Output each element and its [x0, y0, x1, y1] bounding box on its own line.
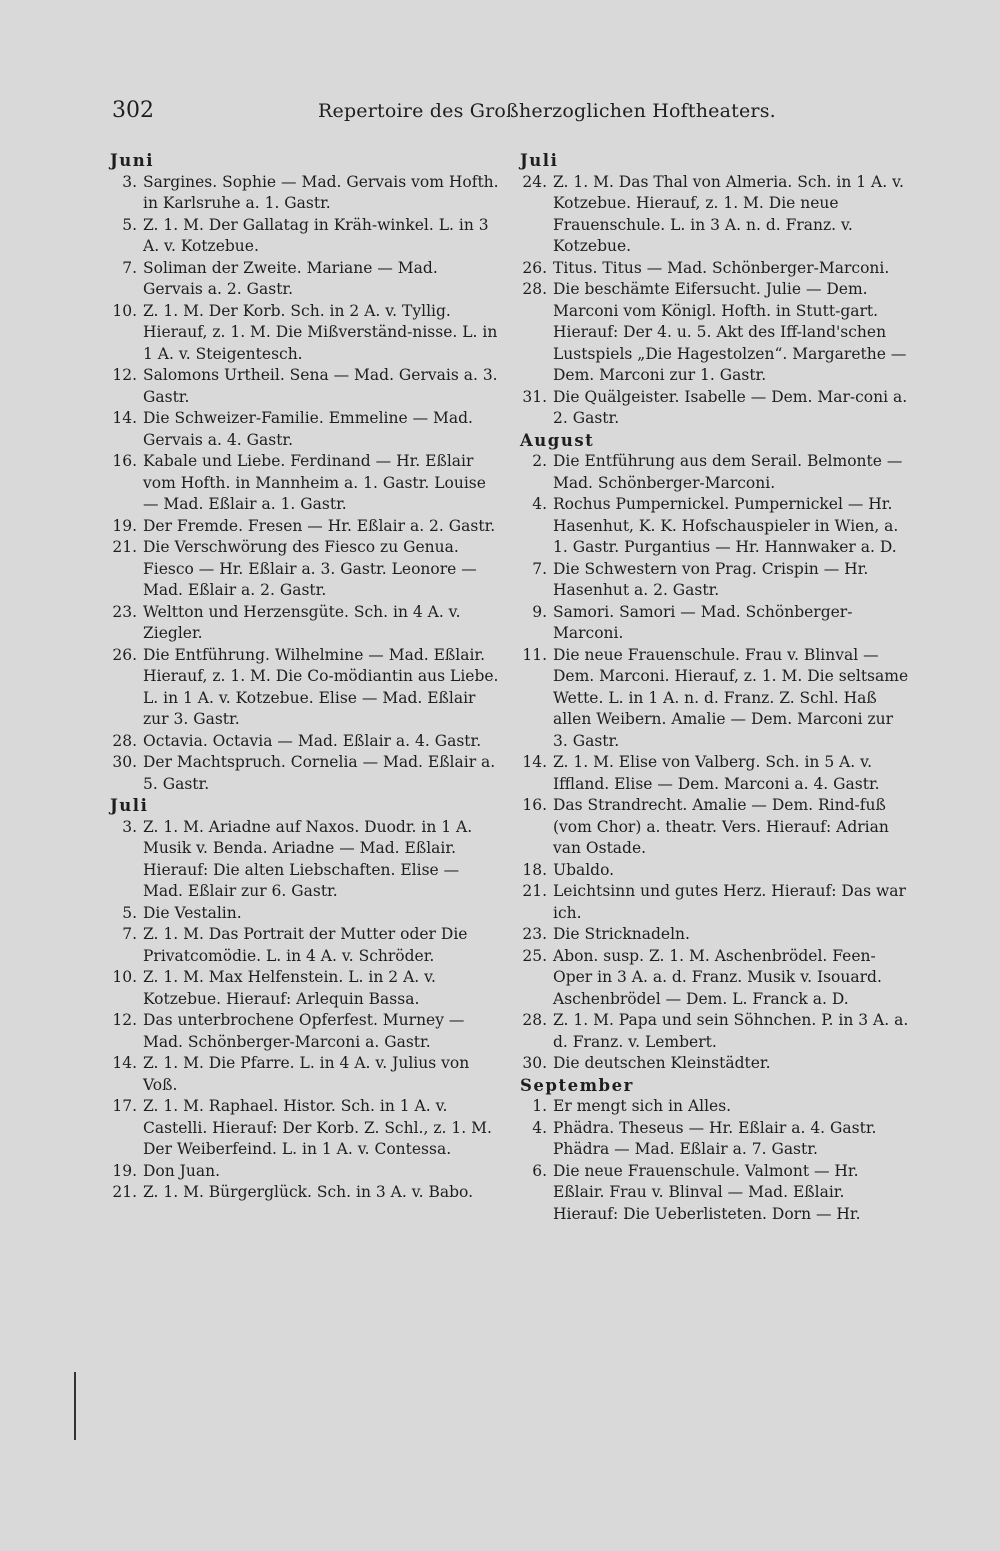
month-heading: Juli — [520, 151, 559, 170]
entry-day: 17. — [112, 1097, 137, 1115]
performance-entry — [520, 924, 910, 946]
entry-day: 3. — [122, 172, 137, 191]
performance-entry — [110, 967, 502, 1010]
entry-text: Das Strandrecht. Amalie — Dem. Rind-fuß (vom Chor) a. theatr. Vers. Hierauf: Adrian van Ostade. — [553, 796, 889, 857]
entry-text: Er mengt sich in Alles. — [553, 1097, 732, 1115]
entry-text: Z. 1. M. Das Portrait der Mutter oder Die Privatcomödie. L. in 4 A. v. Schröder. — [143, 925, 468, 965]
entry-day: 12. — [112, 1011, 137, 1029]
entry-day: 30. — [112, 753, 137, 771]
entry-text: Salomons Urtheil. Sena — Mad. Gervais a. 3. Gastr. — [143, 366, 498, 406]
entry-text: Der Machtspruch. Cornelia — Mad. Eßlair a. 5. Gastr. — [143, 753, 496, 793]
entry-text: Die deutschen Kleinstädter. — [553, 1054, 771, 1072]
entry-day: 14. — [112, 1054, 137, 1072]
performance-entry — [110, 731, 502, 753]
entry-day: 4. — [532, 1118, 547, 1137]
performance-entry — [520, 752, 910, 795]
running-title: Repertoire des Großherzoglichen Hoftheaters. — [318, 100, 776, 122]
month-heading: Juli — [110, 796, 149, 815]
performance-entry — [110, 451, 502, 516]
entry-day: 19. — [112, 516, 137, 535]
performance-entry — [520, 602, 910, 645]
entry-day: 21. — [112, 538, 137, 556]
entry-day: 24. — [522, 172, 547, 191]
entry-text: Die neue Frauenschule. Frau v. Blinval — Dem. Marconi. Hierauf, z. 1. M. Die seltsame Wette. L. in 1 A. n. d. Franz. Z. Schl. Haß allen Weibern. Amalie — Dem. Marconi zur 3. Gastr. — [553, 645, 909, 750]
entry-day: 6. — [532, 1161, 547, 1180]
entry-day: 9. — [532, 602, 547, 621]
entry-text: Ubaldo. — [553, 860, 615, 879]
performance-entry — [520, 1161, 910, 1226]
entry-day: 21. — [522, 882, 547, 900]
performance-entry — [520, 860, 910, 882]
entry-day: 3. — [122, 817, 137, 836]
entry-day: 25. — [522, 946, 547, 965]
right-column — [520, 150, 910, 1225]
entry-text: Z. 1. M. Max Helfenstein. L. in 2 A. v. Kotzebue. Hierauf: Arlequin Bassa. — [143, 968, 436, 1008]
entry-day: 7. — [532, 559, 547, 578]
entry-day: 28. — [112, 731, 137, 750]
entry-day: 23. — [112, 602, 137, 621]
entry-text: Die neue Frauenschule. Valmont — Hr. Eßlair. Frau v. Blinval — Mad. Eßlair. Hierauf: Die Ueberlisteten. Dorn — Hr. — [553, 1161, 861, 1223]
entry-day: 7. — [122, 925, 137, 943]
performance-entry — [110, 1096, 502, 1161]
entry-text: Z. 1. M. Elise von Valberg. Sch. in 5 A. v. Iffland. Elise — Dem. Marconi a. 4. Gastr. — [553, 753, 880, 793]
performance-entry — [110, 645, 502, 731]
performance-entry — [110, 1161, 502, 1183]
entry-text: Die Entführung aus dem Serail. Belmonte — Mad. Schönberger-Marconi. — [553, 452, 903, 492]
margin-mark — [74, 1372, 76, 1440]
page-number: 302 — [112, 98, 154, 123]
entry-day: 5. — [122, 215, 137, 234]
entry-text: Z. 1. M. Bürgerglück. Sch. in 3 A. v. Babo. — [143, 1183, 474, 1201]
performance-entry — [520, 1010, 910, 1053]
entry-day: 16. — [112, 452, 137, 470]
performance-entry — [520, 279, 910, 387]
entry-text: Leichtsinn und gutes Herz. Hierauf: Das war ich. — [553, 882, 906, 922]
entry-day: 7. — [122, 258, 137, 277]
performance-entry — [110, 1182, 502, 1204]
performance-entry — [110, 903, 502, 925]
performance-entry — [110, 817, 502, 903]
entry-text: Z. 1. M. Raphael. Histor. Sch. in 1 A. v. Castelli. Hierauf: Der Korb. Z. Schl., z. 1. M. Der Weiberfeind. L. in 1 A. v. Contessa. — [143, 1097, 492, 1158]
performance-entry — [520, 795, 910, 860]
performance-entry — [520, 946, 910, 1011]
month-heading: September — [520, 1075, 634, 1095]
performance-entry — [520, 494, 910, 559]
entry-day: 14. — [522, 753, 547, 771]
performance-entry — [110, 301, 502, 366]
entry-day: 1. — [532, 1097, 547, 1115]
entry-day: 21. — [112, 1183, 137, 1201]
performance-entry — [520, 1053, 910, 1075]
entry-text: Die Schwestern von Prag. Crispin — Hr. Hasenhut a. 2. Gastr. — [553, 559, 869, 599]
entry-text: Rochus Pumpernickel. Pumpernickel — Hr. Hasenhut, K. K. Hofschauspieler in Wien, a. 1. Gastr. Purgantius — Hr. Hannwaker a. D. — [553, 495, 899, 556]
entry-text: Kabale und Liebe. Ferdinand — Hr. Eßlair vom Hofth. in Mannheim a. 1. Gastr. Louise — Mad. Eßlair a. 1. Gastr. — [143, 452, 486, 513]
entry-day: 12. — [112, 366, 137, 384]
performance-entry — [520, 172, 910, 258]
entry-day: 19. — [112, 1161, 137, 1180]
entry-text: Z. 1. M. Der Gallatag in Kräh-winkel. L. in 3 A. v. Kotzebue. — [143, 215, 489, 255]
performance-entry — [110, 602, 502, 645]
month-heading: Juni — [110, 151, 155, 170]
entry-text: Samori. Samori — Mad. Schönberger-Marconi. — [553, 602, 853, 642]
performance-entry — [110, 408, 502, 451]
entry-day: 31. — [522, 387, 547, 406]
performance-entry — [110, 1053, 502, 1096]
entry-text: Z. 1. M. Der Korb. Sch. in 2 A. v. Tyllig. Hierauf, z. 1. M. Die Mißverständ-nisse. L. in 1 A. v. Steigentesch. — [143, 301, 498, 363]
entry-day: 2. — [532, 452, 547, 470]
entry-text: Die Vestalin. — [143, 903, 242, 922]
entry-text: Die Entführung. Wilhelmine — Mad. Eßlair. Hierauf, z. 1. M. Die Co-mödiantin aus Liebe. L. in 1 A. v. Kotzebue. Elise — Mad. Eßlair zur 3. Gastr. — [143, 645, 499, 728]
entry-text: Octavia. Octavia — Mad. Eßlair a. 4. Gastr. — [143, 731, 482, 750]
entry-day: 28. — [522, 280, 547, 298]
performance-entry — [520, 1096, 910, 1118]
entry-day: 14. — [112, 409, 137, 427]
entry-day: 30. — [522, 1054, 547, 1072]
performance-entry — [520, 645, 910, 753]
performance-entry — [110, 516, 502, 538]
entry-text: Weltton und Herzensgüte. Sch. in 4 A. v. Ziegler. — [143, 602, 461, 642]
performance-entry — [520, 1118, 910, 1161]
performance-entry — [520, 387, 910, 430]
entry-day: 10. — [112, 968, 137, 986]
entry-text: Phädra. Theseus — Hr. Eßlair a. 4. Gastr. Phädra — Mad. Eßlair a. 7. Gastr. — [553, 1118, 877, 1158]
entry-text: Z. 1. M. Das Thal von Almeria. Sch. in 1 A. v. Kotzebue. Hierauf, z. 1. M. Die neue Frauenschule. L. in 3 A. n. d. Franz. v. Kotzebue. — [553, 172, 904, 255]
entry-text: Die Quälgeister. Isabelle — Dem. Mar-coni a. 2. Gastr. — [553, 387, 908, 427]
month-heading: August — [520, 430, 595, 450]
entry-text: Die Verschwörung des Fiesco zu Genua. Fiesco — Hr. Eßlair a. 3. Gastr. Leonore — Mad. Eßlair a. 2. Gastr. — [143, 538, 477, 599]
performance-entry — [110, 215, 502, 258]
entry-day: 26. — [112, 645, 137, 664]
entry-text: Z. 1. M. Ariadne auf Naxos. Duodr. in 1 A. Musik v. Benda. Ariadne — Mad. Eßlair. Hierauf: Die alten Liebschaften. Elise — Mad. Eßlair zur 6. Gastr. — [143, 817, 473, 900]
entry-text: Die Schweizer-Familie. Emmeline — Mad. Gervais a. 4. Gastr. — [143, 409, 473, 449]
entry-text: Soliman der Zweite. Mariane — Mad. Gervais a. 2. Gastr. — [143, 258, 438, 298]
performance-entry — [520, 258, 910, 280]
entry-text: Sargines. Sophie — Mad. Gervais vom Hofth. in Karlsruhe a. 1. Gastr. — [143, 172, 499, 212]
performance-entry — [110, 172, 502, 215]
left-column — [110, 150, 502, 1204]
entry-day: 4. — [532, 495, 547, 513]
entry-text: Das unterbrochene Opferfest. Murney — Mad. Schönberger-Marconi a. Gastr. — [143, 1011, 465, 1051]
entry-day: 23. — [522, 925, 547, 943]
performance-entry — [110, 537, 502, 602]
entry-day: 11. — [522, 645, 547, 664]
performance-entry — [110, 752, 502, 795]
performance-entry — [110, 1010, 502, 1053]
entry-text: Z. 1. M. Papa und sein Söhnchen. P. in 3 A. a. d. Franz. v. Lembert. — [553, 1011, 909, 1051]
entry-text: Don Juan. — [143, 1161, 221, 1180]
entry-day: 5. — [122, 903, 137, 922]
performance-entry — [110, 365, 502, 408]
performance-entry — [110, 258, 502, 301]
performance-entry — [110, 924, 502, 967]
entry-text: Der Fremde. Fresen — Hr. Eßlair a. 2. Gastr. — [143, 516, 496, 535]
entry-day: 26. — [522, 258, 547, 277]
performance-entry — [520, 451, 910, 494]
entry-text: Die Stricknadeln. — [553, 925, 690, 943]
performance-entry — [520, 559, 910, 602]
entry-day: 18. — [522, 860, 547, 879]
entry-text: Die beschämte Eifersucht. Julie — Dem. Marconi vom Königl. Hofth. in Stutt-gart. Hierauf: Der 4. u. 5. Akt des Iff-land'schen Lustspiels „Die Hagestolzen“. Margarethe — Dem. Marconi zur 1. Gastr. — [553, 280, 907, 384]
performance-entry — [520, 881, 910, 924]
entry-text: Titus. Titus — Mad. Schönberger-Marconi. — [553, 258, 890, 277]
entry-day: 28. — [522, 1011, 547, 1029]
entry-text: Abon. susp. Z. 1. M. Aschenbrödel. Feen-Oper in 3 A. a. d. Franz. Musik v. Isouard. Aschenbrödel — Dem. L. Franck a. D. — [553, 946, 882, 1008]
entry-day: 10. — [112, 301, 137, 320]
entry-day: 16. — [522, 796, 547, 814]
entry-text: Z. 1. M. Die Pfarre. L. in 4 A. v. Julius von Voß. — [143, 1054, 470, 1094]
